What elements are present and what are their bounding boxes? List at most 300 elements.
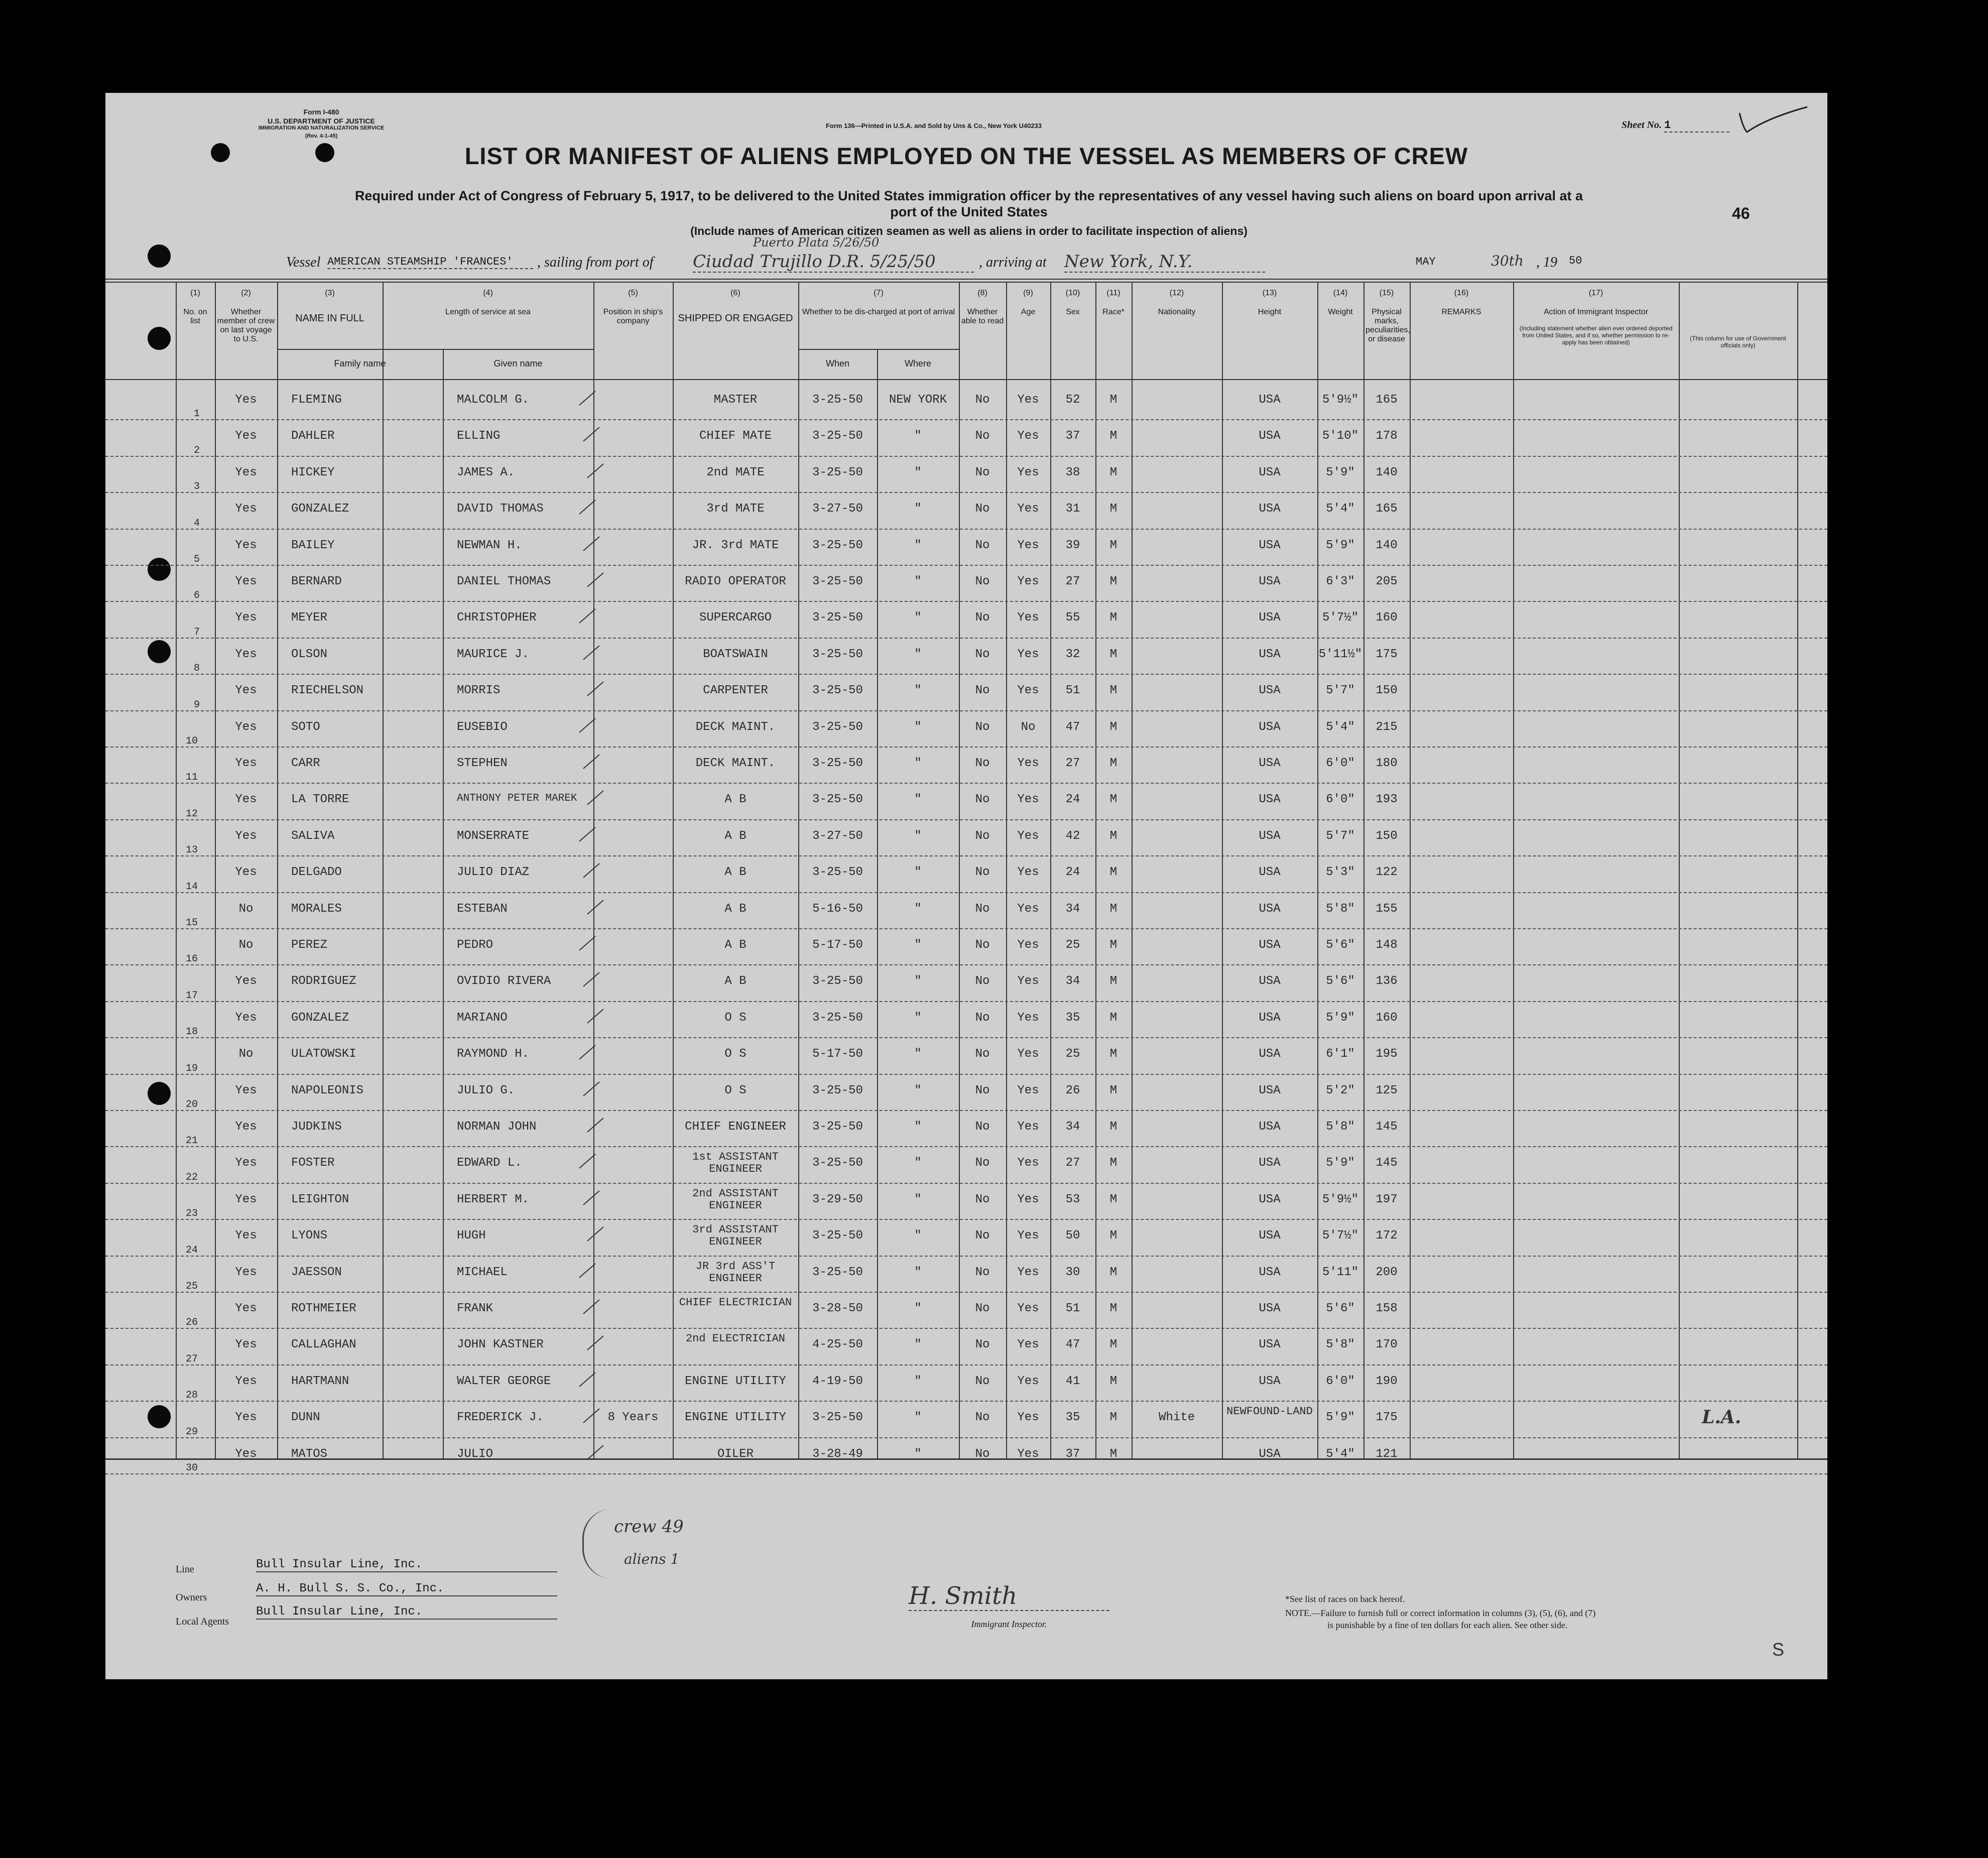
date-day: 30th	[1491, 253, 1524, 269]
row-rule	[105, 1365, 1827, 1366]
row-rule	[105, 638, 1827, 639]
cell-prev: No	[238, 902, 254, 916]
cell-read: Yes	[1017, 938, 1039, 952]
tick-mark-icon	[585, 1333, 605, 1353]
cell-sex: M	[1109, 1047, 1117, 1061]
row-rule	[105, 1328, 1827, 1329]
cell-given: PEDRO	[457, 938, 493, 952]
cell-when: 3-28-50	[812, 1302, 863, 1315]
cell-prev: Yes	[235, 974, 257, 988]
cell-family: FLEMING	[291, 393, 342, 407]
cell-nationality: USA	[1259, 1338, 1281, 1352]
cell-sex: M	[1109, 974, 1117, 988]
cell-discharged: No	[975, 829, 990, 843]
cell-age: 37	[1065, 1447, 1080, 1461]
cell-where: "	[914, 1447, 922, 1461]
printer-note: Form 136—Printed in U.S.A. and Sold by Uns & Co., New York U40233	[825, 122, 1042, 130]
column-rule	[1797, 282, 1798, 1458]
cell-discharged: No	[975, 793, 990, 807]
cell-nationality: USA	[1259, 902, 1281, 916]
cell-family: FOSTER	[291, 1156, 335, 1170]
tick-mark-icon	[577, 1261, 597, 1281]
cell-discharged: No	[975, 465, 990, 479]
cell-sex: M	[1109, 647, 1117, 661]
cell-nationality: USA	[1259, 720, 1281, 734]
tick-mark-icon	[577, 1370, 597, 1390]
cell-where: "	[914, 1047, 922, 1061]
cell-age: 38	[1065, 465, 1080, 479]
cell-nationality: USA	[1259, 1265, 1281, 1279]
cell-prev: Yes	[235, 1302, 257, 1315]
column-header: Length of service at sea	[445, 308, 531, 316]
row-rule	[105, 1074, 1827, 1075]
cell-when: 3-25-50	[812, 1229, 863, 1243]
subtitle-line-2: port of the United States	[890, 204, 1048, 219]
tick-mark-icon	[577, 1042, 597, 1062]
row-number: 9	[194, 699, 200, 711]
cell-when: 3-25-50	[812, 1411, 863, 1425]
cell-nationality: USA	[1259, 829, 1281, 843]
cell-where: "	[914, 1265, 922, 1279]
cell-age: 55	[1065, 611, 1080, 625]
cell-height: 6'1"	[1326, 1047, 1355, 1061]
cell-where: "	[914, 1192, 922, 1206]
cell-given: JULIO	[457, 1447, 493, 1461]
column-rule	[1132, 282, 1133, 1458]
tick-mark-icon	[585, 788, 605, 808]
cell-position: A B	[724, 793, 747, 807]
cell-discharged: No	[975, 1302, 990, 1315]
cell-read: Yes	[1017, 902, 1039, 916]
cell-age: 37	[1065, 429, 1080, 443]
cell-weight: 121	[1376, 1447, 1398, 1461]
cell-weight: 180	[1376, 757, 1398, 770]
tick-mark-icon	[581, 752, 601, 772]
cell-sex: M	[1109, 829, 1117, 843]
tick-mark-icon	[577, 497, 597, 517]
cell-family: SALIVA	[291, 829, 335, 843]
cell-family: CALLAGHAN	[291, 1338, 356, 1352]
cell-prev: Yes	[235, 1083, 257, 1097]
inspector-label: Immigrant Inspector.	[971, 1619, 1047, 1629]
cell-sex: M	[1109, 1083, 1117, 1097]
corner-mark: S	[1772, 1639, 1785, 1660]
cell-read: Yes	[1017, 757, 1039, 770]
cell-height: 5'4"	[1326, 720, 1355, 734]
tick-mark-icon	[577, 1151, 597, 1171]
cell-discharged: No	[975, 538, 990, 552]
cell-discharged: No	[975, 1047, 990, 1061]
cell-where: "	[914, 1338, 922, 1352]
column-rule	[277, 282, 278, 1458]
cell-height: 6'0"	[1326, 1374, 1355, 1388]
cell-position: ENGINE UTILITY	[685, 1374, 786, 1388]
cell-height: 5'6"	[1326, 938, 1355, 952]
tick-mark-icon	[581, 1188, 601, 1208]
row-number: 5	[194, 554, 200, 565]
column-number: (6)	[730, 289, 740, 297]
cell-when: 3-25-50	[812, 611, 863, 625]
cell-when: 3-25-50	[812, 1011, 863, 1025]
cell-where: "	[914, 865, 922, 880]
check-mark-icon	[1737, 103, 1812, 133]
cell-prev: Yes	[235, 1447, 257, 1461]
row-number: 29	[186, 1426, 198, 1438]
cell-family: JUDKINS	[291, 1120, 342, 1134]
cell-when: 3-29-50	[812, 1192, 863, 1206]
cell-discharged: No	[975, 865, 990, 880]
cell-position: O S	[724, 1011, 747, 1025]
cell-read: Yes	[1017, 1083, 1039, 1097]
cell-age: 24	[1065, 793, 1080, 807]
cell-position: JR 3rd ASS'T ENGINEER	[695, 1260, 776, 1285]
cell-position: CHIEF MATE	[699, 429, 772, 443]
cell-prev: Yes	[235, 829, 257, 843]
cell-prev: No	[238, 938, 254, 952]
cell-where: "	[914, 611, 922, 625]
cell-sex: M	[1109, 502, 1117, 516]
row-number: 13	[186, 844, 198, 856]
cell-family: GONZALEZ	[291, 1011, 349, 1025]
row-rule	[105, 710, 1827, 711]
cell-nationality: USA	[1259, 1083, 1281, 1097]
row-rule	[105, 1437, 1827, 1438]
row-number: 3	[194, 481, 200, 493]
cell-position: A B	[724, 938, 747, 952]
owners-value: A. H. Bull S. S. Co., Inc.	[256, 1582, 557, 1596]
sub-header-given-name: Given name	[493, 358, 543, 368]
cell-age: 47	[1065, 1338, 1080, 1352]
row-rule	[105, 565, 1827, 566]
cell-position: 3rd MATE	[706, 502, 765, 516]
cell-read: Yes	[1017, 829, 1039, 843]
cell-read: Yes	[1017, 611, 1039, 625]
service-name: IMMIGRATION AND NATURALIZATION SERVICE	[258, 125, 385, 131]
cell-age: 51	[1065, 684, 1080, 698]
cell-nationality: USA	[1259, 1229, 1281, 1243]
cell-family: LEIGHTON	[291, 1192, 349, 1206]
cell-read: Yes	[1017, 793, 1039, 807]
cell-sex: M	[1109, 611, 1117, 625]
cell-nationality: USA	[1259, 974, 1281, 988]
cell-weight: 175	[1376, 647, 1398, 661]
cell-given: MORRIS	[457, 684, 501, 698]
cell-weight: 155	[1376, 902, 1398, 916]
row-number: 7	[194, 626, 200, 638]
tick-mark-icon	[581, 860, 601, 881]
cell-age: 25	[1065, 938, 1080, 952]
cell-when: 4-25-50	[812, 1338, 863, 1352]
cell-prev: Yes	[235, 684, 257, 698]
cell-discharged: No	[975, 720, 990, 734]
cell-read: Yes	[1017, 1011, 1039, 1025]
cell-given: HERBERT M.	[457, 1192, 530, 1206]
cell-height: 5'4"	[1326, 502, 1355, 516]
cell-discharged: No	[975, 1338, 990, 1352]
cell-where: "	[914, 684, 922, 698]
cell-discharged: No	[975, 938, 990, 952]
cell-when: 3-25-50	[812, 575, 863, 588]
cell-prev: Yes	[235, 429, 257, 443]
cell-when: 3-25-50	[812, 865, 863, 880]
sheet-label: Sheet No.	[1622, 119, 1662, 131]
cell-when: 3-25-50	[812, 720, 863, 734]
row-rule	[105, 601, 1827, 602]
tick-mark-icon	[577, 824, 597, 844]
column-header: REMARKS	[1441, 308, 1481, 316]
cell-family: CARR	[291, 757, 320, 770]
cell-position: DECK MAINT.	[695, 720, 776, 734]
cell-family: JAESSON	[291, 1265, 342, 1279]
cell-when: 3-25-50	[812, 1120, 863, 1134]
cell-sex: M	[1109, 1302, 1117, 1315]
cell-nationality: USA	[1259, 611, 1281, 625]
tick-mark-icon	[585, 1442, 605, 1462]
cell-when: 3-27-50	[812, 502, 863, 516]
tick-mark-icon	[581, 643, 601, 663]
cell-age: 30	[1065, 1265, 1080, 1279]
cell-weight: 158	[1376, 1302, 1398, 1315]
cell-sex: M	[1109, 575, 1117, 588]
cell-age: 34	[1065, 902, 1080, 916]
cell-position: OILER	[717, 1447, 754, 1461]
cell-nationality: USA	[1259, 938, 1281, 952]
cell-weight: 175	[1376, 1411, 1398, 1425]
row-rule	[105, 855, 1827, 856]
cell-age: 25	[1065, 1047, 1080, 1061]
cell-height: 5'11"	[1322, 1265, 1358, 1279]
column-header: NAME IN FULL	[295, 313, 364, 324]
cell-read: Yes	[1017, 465, 1039, 479]
cell-given: JOHN KASTNER	[457, 1338, 544, 1352]
column-number: (17)	[1588, 289, 1603, 297]
cell-position: 2nd MATE	[706, 465, 765, 479]
cell-nationality: USA	[1259, 647, 1281, 661]
cell-where: "	[914, 1083, 922, 1097]
cell-height: 5'4"	[1326, 1447, 1355, 1461]
cell-family: ROTHMEIER	[291, 1302, 356, 1315]
column-header: Whether member of crew on last voyage to U.S.	[217, 308, 275, 343]
cell-nationality: USA	[1259, 575, 1281, 588]
cell-sex: M	[1109, 684, 1117, 698]
cell-sex: M	[1109, 1192, 1117, 1206]
date-year: 50	[1569, 255, 1582, 267]
cell-where: "	[914, 502, 922, 516]
cell-read: Yes	[1017, 429, 1039, 443]
row-rule	[105, 419, 1827, 420]
cell-discharged: No	[975, 575, 990, 588]
cell-read: Yes	[1017, 1302, 1039, 1315]
cell-sex: M	[1109, 1265, 1117, 1279]
sheet-number	[1622, 119, 1729, 133]
cell-age: 31	[1065, 502, 1080, 516]
cell-family: LYONS	[291, 1229, 328, 1243]
cell-height: 5'9"	[1326, 1011, 1355, 1025]
cell-where: "	[914, 938, 922, 952]
cell-family: HICKEY	[291, 465, 335, 479]
cell-nationality: USA	[1259, 1047, 1281, 1061]
cell-age: 34	[1065, 1120, 1080, 1134]
cell-position: MASTER	[713, 393, 758, 407]
cell-nationality: USA	[1259, 393, 1281, 407]
cell-prev: Yes	[235, 865, 257, 880]
department: U.S. DEPARTMENT OF JUSTICE	[268, 117, 375, 125]
cell-weight: 145	[1376, 1156, 1398, 1170]
column-number: (12)	[1169, 289, 1184, 297]
column-header: Position in ship's company	[603, 308, 663, 325]
cell-height: 6'0"	[1326, 793, 1355, 807]
cell-position: BOATSWAIN	[703, 647, 768, 661]
cell-nationality: USA	[1259, 1447, 1281, 1461]
cell-discharged: No	[975, 611, 990, 625]
cell-nationality: USA	[1259, 1120, 1281, 1134]
cell-weight: 160	[1376, 611, 1398, 625]
cell-where: "	[914, 1374, 922, 1388]
arriving-port: New York, N.Y.	[1064, 252, 1265, 273]
cell-given: FRANK	[457, 1302, 493, 1315]
row-number: 21	[186, 1135, 198, 1147]
row-number: 12	[186, 808, 198, 820]
failure-note-2: is punishable by a fine of ten dollars for each alien. See other side.	[1327, 1620, 1568, 1630]
row-number: 28	[186, 1390, 198, 1402]
cell-height: 5'9"	[1326, 1411, 1355, 1425]
tick-mark-icon	[581, 1297, 601, 1317]
sheet-value: 1	[1664, 119, 1729, 133]
cell-read: Yes	[1017, 1447, 1039, 1461]
row-rule	[105, 964, 1827, 965]
cell-position: CHIEF ELECTRICIAN	[679, 1296, 792, 1309]
cell-weight: 200	[1376, 1265, 1398, 1279]
cell-height: 5'2"	[1326, 1083, 1355, 1097]
row-number: 1	[194, 408, 200, 420]
cell-discharged: No	[975, 1374, 990, 1388]
cell-where: "	[914, 793, 922, 807]
tick-mark-icon	[585, 570, 605, 590]
cell-given: JULIO DIAZ	[457, 865, 530, 880]
agents-label: Local Agents	[176, 1616, 229, 1627]
column-rule	[1679, 282, 1680, 1458]
cell-prev: Yes	[235, 1374, 257, 1388]
row-number: 20	[186, 1099, 198, 1110]
row-rule	[105, 1473, 1827, 1474]
cell-height: 5'9"	[1326, 538, 1355, 552]
cell-weight: 150	[1376, 829, 1398, 843]
cell-when: 3-25-50	[812, 538, 863, 552]
cell-height: 5'7½"	[1322, 611, 1358, 625]
cell-when: 3-25-50	[812, 1156, 863, 1170]
row-rule	[105, 1146, 1827, 1147]
cell-sex: M	[1109, 1229, 1117, 1243]
cell-where: "	[914, 538, 922, 552]
tick-mark-icon	[585, 679, 605, 699]
column-header: Age	[1021, 308, 1036, 316]
subtitle-line-1: Required under Act of Congress of February 5, 1917, to be delivered to the United States immigration officer by the representatives of any vessel having such aliens on board upon arrival at a	[354, 188, 1583, 203]
cell-sex: M	[1109, 393, 1117, 407]
vessel-line	[286, 235, 1742, 275]
cell-position: A B	[724, 974, 747, 988]
date-year-prefix: , 19	[1536, 255, 1557, 270]
crew-table	[105, 279, 1827, 1483]
cell-nationality: USA	[1259, 1192, 1281, 1206]
cell-height: 5'9½"	[1322, 1192, 1358, 1206]
cell-age: 35	[1065, 1011, 1080, 1025]
cell-prev: Yes	[235, 393, 257, 407]
cell-age: 24	[1065, 865, 1080, 880]
vessel-name: AMERICAN STEAMSHIP 'FRANCES'	[327, 256, 533, 269]
tick-mark-icon	[577, 933, 597, 953]
cell-prev: Yes	[235, 1265, 257, 1279]
cell-prev: No	[238, 1047, 254, 1061]
cell-where: "	[914, 974, 922, 988]
cell-position: 3rd ASSISTANT ENGINEER	[692, 1223, 779, 1249]
vessel-label: Vessel	[286, 255, 321, 270]
row-rule	[105, 747, 1827, 748]
cell-family: NAPOLEONIS	[291, 1083, 364, 1097]
column-rule	[1513, 282, 1514, 1458]
cell-prev: Yes	[235, 1192, 257, 1206]
cell-read: Yes	[1017, 1047, 1039, 1061]
cell-discharged: No	[975, 1229, 990, 1243]
cell-family: MATOS	[291, 1447, 328, 1461]
row-rule	[105, 492, 1827, 493]
cell-prev: Yes	[235, 575, 257, 588]
column-rule	[1410, 282, 1411, 1458]
tick-mark-icon	[585, 1115, 605, 1135]
cell-prev: Yes	[235, 1011, 257, 1025]
cell-prev: Yes	[235, 1156, 257, 1170]
cell-height: 6'0"	[1326, 757, 1355, 770]
cell-height: 5'11½"	[1318, 647, 1362, 661]
cell-when: 5-17-50	[812, 938, 863, 952]
cell-given: MARIANO	[457, 1011, 508, 1025]
column-number: (4)	[483, 289, 493, 297]
cell-weight: 148	[1376, 938, 1398, 952]
cell-where: NEW YORK	[889, 393, 947, 407]
column-number: (7)	[874, 289, 884, 297]
column-number: (11)	[1106, 289, 1121, 297]
cell-weight: 122	[1376, 865, 1398, 880]
form-title: LIST OR MANIFEST OF ALIENS EMPLOYED ON THE VESSEL AS MEMBERS OF CREW	[464, 143, 1468, 169]
cell-nationality: USA	[1259, 1011, 1281, 1025]
row-rule	[105, 1219, 1827, 1220]
cell-read: Yes	[1017, 502, 1039, 516]
row-number: 2	[194, 444, 200, 456]
cell-service: 8 Years	[607, 1411, 659, 1425]
line-label: Line	[176, 1564, 194, 1575]
cell-when: 5-16-50	[812, 902, 863, 916]
cell-when: 3-25-50	[812, 465, 863, 479]
punch-hole	[148, 244, 171, 268]
cell-nationality: USA	[1259, 684, 1281, 698]
cell-height: 5'3"	[1326, 865, 1355, 880]
tick-mark-icon	[581, 424, 601, 444]
aliens-count-line: aliens 1	[624, 1551, 680, 1567]
cell-weight: 215	[1376, 720, 1398, 734]
cell-sex: M	[1109, 465, 1117, 479]
cell-prev: Yes	[235, 1120, 257, 1134]
cell-height: 5'6"	[1326, 974, 1355, 988]
cell-when: 5-17-50	[812, 1047, 863, 1061]
cell-given: STEPHEN	[457, 757, 508, 770]
row-rule	[105, 783, 1827, 784]
cell-given: HUGH	[457, 1229, 486, 1243]
cell-prev: Yes	[235, 793, 257, 807]
cell-sex: M	[1109, 902, 1117, 916]
column-number: (3)	[325, 289, 335, 297]
cell-discharged: No	[975, 1120, 990, 1134]
cell-given: CHRISTOPHER	[457, 611, 537, 625]
cell-age: 52	[1065, 393, 1080, 407]
